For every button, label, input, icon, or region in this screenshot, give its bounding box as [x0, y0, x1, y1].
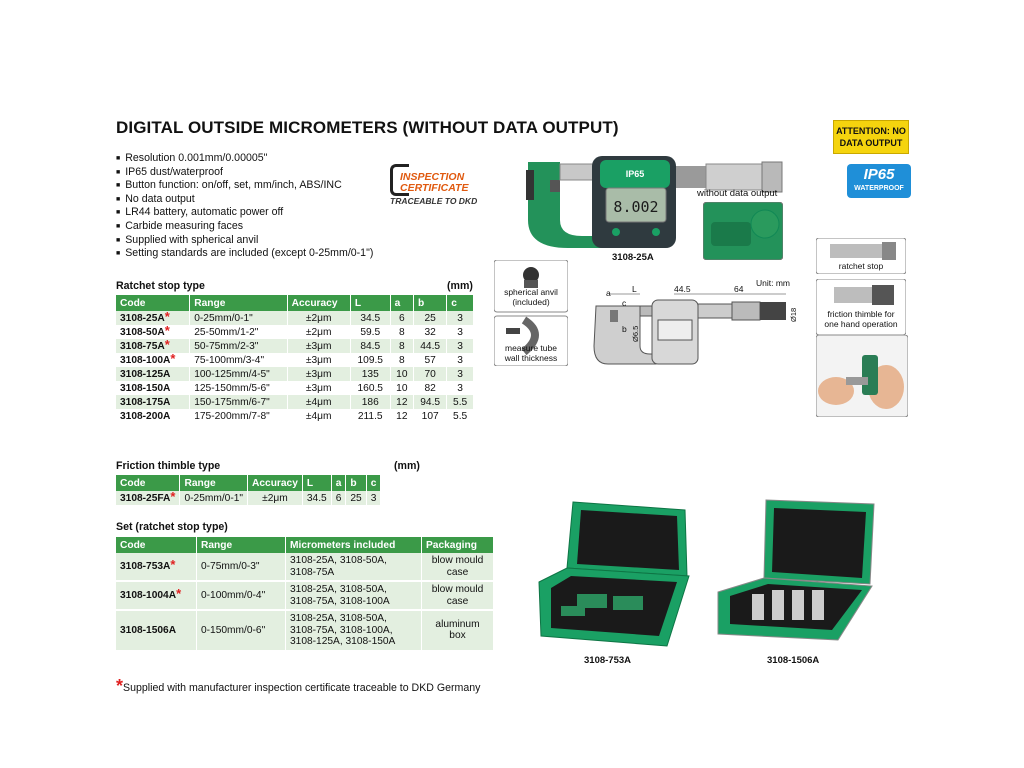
cell-b: 70: [414, 367, 447, 381]
friction-label-line1: friction thimble for: [827, 309, 895, 319]
cell-range: 150-175mm/6-7": [190, 395, 287, 409]
certificate-star: *: [170, 556, 176, 572]
certificate-star: *: [176, 585, 182, 601]
table-row: [116, 381, 474, 395]
cell-accuracy: ±4μm: [287, 395, 350, 409]
cell-accuracy: ±2μm: [287, 311, 350, 325]
cell-c: 3: [447, 353, 474, 367]
feature-item: ■ Button function: on/off, set, mm/inch, ABS/INC: [116, 179, 373, 193]
header-packaging: Packaging: [422, 537, 494, 553]
cell-range: 100-125mm/4-5": [190, 367, 287, 381]
ratchet-unit: (mm): [447, 280, 473, 292]
cell-code: [116, 322, 190, 339]
header-accuracy: Accuracy: [287, 295, 350, 311]
code-text: 3108-100A: [120, 354, 171, 366]
included-line: 3108-75A: [290, 566, 335, 578]
cell-code: [116, 409, 190, 423]
cell-c: 3: [447, 381, 474, 395]
footnote-star: *: [116, 676, 124, 696]
cell-c: 3: [447, 311, 474, 325]
ip65-label: IP65: [863, 166, 895, 183]
code-text: 3108-200A: [120, 410, 171, 422]
code-text: 3108-50A: [120, 326, 165, 338]
cell-accuracy: ±2μm: [287, 325, 350, 339]
packaging-line: blow mould: [431, 584, 484, 595]
cell-a: 8: [390, 339, 413, 353]
cell-accuracy: ±3μm: [287, 381, 350, 395]
feature-item: ■ No data output: [116, 193, 373, 207]
code-text: 3108-1506A: [120, 624, 177, 636]
cell-packaging: [422, 581, 494, 610]
friction-heading: Friction thimble type: [116, 460, 221, 472]
table-header-row: [116, 537, 494, 553]
packaging-line: aluminum: [435, 618, 480, 630]
attention-line2: DATA OUTPUT: [839, 138, 903, 148]
spherical-anvil-label: [494, 287, 568, 307]
cell-a: 10: [390, 367, 413, 381]
table-row: [116, 581, 494, 610]
cell-a: 8: [390, 325, 413, 339]
certificate-star: *: [170, 350, 176, 366]
header-range: Range: [180, 475, 248, 491]
blow-mould-case-image: [537, 496, 693, 650]
case1-caption: 3108-753A: [584, 655, 632, 666]
cell-range: 125-150mm/5-6": [190, 381, 287, 395]
friction-table: [116, 475, 381, 505]
certificate-line1: INSPECTION: [400, 171, 465, 183]
cell-accuracy: ±3μm: [287, 353, 350, 367]
lcd-readout: 8.002: [613, 198, 659, 216]
cell-code: [116, 553, 197, 581]
packaging-line: box: [449, 630, 466, 642]
cell-code: [116, 610, 197, 650]
dim-445-text: 44.5: [674, 284, 691, 294]
feature-item: ■ Supplied with spherical anvil: [116, 234, 373, 248]
cell-range: 175-200mm/7-8": [190, 409, 287, 423]
cell-code: [116, 488, 180, 505]
header-b: b: [346, 475, 366, 491]
cell-accuracy: ±2μm: [248, 491, 303, 505]
cell-code: [116, 350, 190, 367]
feature-item: ■ Resolution 0.001mm/0.00005": [116, 152, 373, 166]
code-text: 3108-175A: [120, 396, 171, 408]
table-row: [116, 409, 474, 423]
cell-b: 107: [414, 409, 447, 423]
cell-range: 25-50mm/1-2": [190, 325, 287, 339]
cell-a: 12: [390, 409, 413, 423]
header-l: L: [302, 475, 331, 491]
dim-a-text: a: [606, 288, 611, 298]
code-text: 3108-75A: [120, 340, 165, 352]
without-output-label: without data output: [697, 188, 778, 199]
cell-range: 0-150mm/0-6": [197, 610, 286, 650]
cell-l: 34.5: [350, 311, 390, 325]
cell-a: 6: [390, 311, 413, 325]
inspection-certificate-logo: [390, 164, 500, 210]
attention-line1: ATTENTION: NO: [836, 126, 906, 136]
packaging-line: blow mould: [431, 555, 484, 566]
case2-caption: 3108-1506A: [767, 655, 820, 666]
cell-c: 5.5: [447, 409, 474, 423]
code-text: 3108-25A: [120, 312, 165, 324]
cell-c: 3: [447, 325, 474, 339]
cell-b: 57: [414, 353, 447, 367]
cell-included: [286, 553, 422, 581]
feature-item: ■ IP65 dust/waterproof: [116, 166, 373, 180]
set-table: [116, 537, 494, 650]
cell-l: 84.5: [350, 339, 390, 353]
aluminum-box-image: [712, 494, 880, 646]
ip65-waterproof-badge: [847, 164, 911, 198]
packaging-line: case: [446, 595, 469, 607]
cell-b: 44.5: [414, 339, 447, 353]
main-caption: 3108-25A: [612, 252, 654, 263]
cell-code: [116, 367, 190, 381]
dim-b-text: b: [622, 324, 627, 334]
ratchet-heading: Ratchet stop type: [116, 280, 205, 292]
header-accuracy: Accuracy: [248, 475, 303, 491]
cell-a: 6: [331, 491, 346, 505]
cell-b: 25: [414, 311, 447, 325]
cell-l: 160.5: [350, 381, 390, 395]
friction-label-line2: one hand operation: [824, 319, 898, 329]
cell-accuracy: ±4μm: [287, 409, 350, 423]
cell-range: 0-75mm/0-3": [197, 553, 286, 581]
ip-text: IP65: [625, 169, 645, 179]
cell-b: 82: [414, 381, 447, 395]
spherical-anvil-line2: (included): [512, 297, 550, 307]
cell-c: 5.5: [447, 395, 474, 409]
friction-unit: (mm): [394, 460, 420, 472]
table-row: [116, 610, 494, 650]
certificate-traceable: TRACEABLE TO DKD: [390, 196, 478, 206]
header-b: b: [414, 295, 447, 311]
cell-range: 0-25mm/0-1": [190, 311, 287, 325]
dim-l-text: L: [632, 284, 637, 294]
table-row: [116, 367, 474, 381]
header-range: Range: [190, 295, 287, 311]
feature-list: [116, 152, 373, 261]
dim-64-text: 64: [734, 284, 744, 294]
cell-l: 186: [350, 395, 390, 409]
dimension-drawing: [586, 276, 808, 372]
included-line: 3108-75A, 3108-100A: [290, 595, 390, 607]
header-c: c: [447, 295, 474, 311]
page-title: DIGITAL OUTSIDE MICROMETERS (WITHOUT DATA OUTPUT): [116, 118, 619, 137]
dim-c-text: c: [622, 298, 627, 308]
attention-badge: [833, 120, 909, 154]
cell-accuracy: ±3μm: [287, 367, 350, 381]
cell-b: 32: [414, 325, 447, 339]
footnote: [116, 676, 481, 696]
set-heading: Set (ratchet stop type): [116, 521, 228, 533]
measure-tube-label: [494, 343, 568, 363]
dim-18-text: Ø18: [789, 307, 798, 322]
cell-range: 0-25mm/0-1": [180, 491, 248, 505]
header-code: Code: [116, 295, 190, 311]
cell-b: 94.5: [414, 395, 447, 409]
ratchet-table: [116, 295, 474, 423]
cell-a: 10: [390, 381, 413, 395]
header-range: Range: [197, 537, 286, 553]
dim-65-text: Ø6.5: [631, 325, 640, 342]
cell-packaging: [422, 553, 494, 581]
table-row: [116, 395, 474, 409]
included-line: 3108-25A, 3108-50A,: [290, 584, 387, 595]
header-c: c: [366, 475, 381, 491]
header-code: Code: [116, 537, 197, 553]
measure-tube-line2: wall thickness: [504, 353, 558, 363]
header-code: Code: [116, 475, 180, 491]
cell-a: 12: [390, 395, 413, 409]
cell-l: 135: [350, 367, 390, 381]
cell-included: [286, 610, 422, 650]
certificate-line2: CERTIFICATE: [400, 182, 469, 194]
certificate-star: *: [170, 488, 176, 504]
cell-b: 25: [346, 491, 366, 505]
hand-operation-image: [816, 335, 908, 417]
code-text: 3108-125A: [120, 368, 171, 380]
cell-c: 3: [366, 491, 381, 505]
included-line: 3108-25A, 3108-50A,: [290, 613, 387, 624]
included-line: 3108-75A, 3108-100A,: [290, 624, 393, 636]
header-a: a: [390, 295, 413, 311]
cell-packaging: [422, 610, 494, 650]
certificate-title: [400, 172, 468, 194]
table-header-row: [116, 475, 381, 491]
certificate-star: *: [164, 308, 170, 324]
cell-l: 34.5: [302, 491, 331, 505]
header-included: Micrometers included: [286, 537, 422, 553]
cell-a: 8: [390, 353, 413, 367]
cell-code: [116, 381, 190, 395]
code-text: 3108-1004A: [120, 589, 177, 601]
cell-code: [116, 308, 190, 325]
ratchet-stop-label: ratchet stop: [838, 261, 884, 271]
feature-item: ■ LR44 battery, automatic power off: [116, 206, 373, 220]
cell-accuracy: ±3μm: [287, 339, 350, 353]
feature-item: ■ Setting standards are included (except 0-25mm/0-1"): [116, 247, 373, 261]
cell-l: 109.5: [350, 353, 390, 367]
unit-label: Unit: mm: [756, 278, 790, 288]
packaging-line: case: [446, 566, 469, 578]
code-text: 3108-150A: [120, 382, 171, 394]
cell-range: 50-75mm/2-3": [190, 339, 287, 353]
code-text: 3108-25FA: [120, 492, 171, 504]
cell-included: [286, 581, 422, 610]
certificate-star: *: [164, 336, 170, 352]
spherical-anvil-line1: spherical anvil: [504, 287, 558, 297]
included-line: 3108-25A, 3108-50A,: [290, 555, 387, 566]
included-line: 3108-125A, 3108-150A: [290, 636, 396, 647]
table-row: [116, 491, 381, 505]
cell-l: 59.5: [350, 325, 390, 339]
friction-thimble-label: [816, 309, 906, 329]
cell-code: [116, 336, 190, 353]
certificate-star: *: [164, 322, 170, 338]
table-row: [116, 553, 494, 581]
table-row: [116, 353, 474, 367]
cell-code: [116, 581, 197, 610]
waterproof-label: WATERPROOF: [854, 185, 904, 192]
code-text: 3108-753A: [120, 560, 171, 572]
cell-c: 3: [447, 367, 474, 381]
header-a: a: [331, 475, 346, 491]
cell-l: 211.5: [350, 409, 390, 423]
feature-item: ■ Carbide measuring faces: [116, 220, 373, 234]
cell-range: 75-100mm/3-4": [190, 353, 287, 367]
measure-tube-line1: measure tube: [505, 343, 557, 353]
button-detail-image: [703, 202, 783, 260]
footnote-text: Supplied with manufacturer inspection certificate traceable to DKD Germany: [123, 682, 481, 694]
cell-code: [116, 395, 190, 409]
header-l: L: [350, 295, 390, 311]
cell-range: 0-100mm/0-4": [197, 581, 286, 610]
cell-c: 3: [447, 339, 474, 353]
